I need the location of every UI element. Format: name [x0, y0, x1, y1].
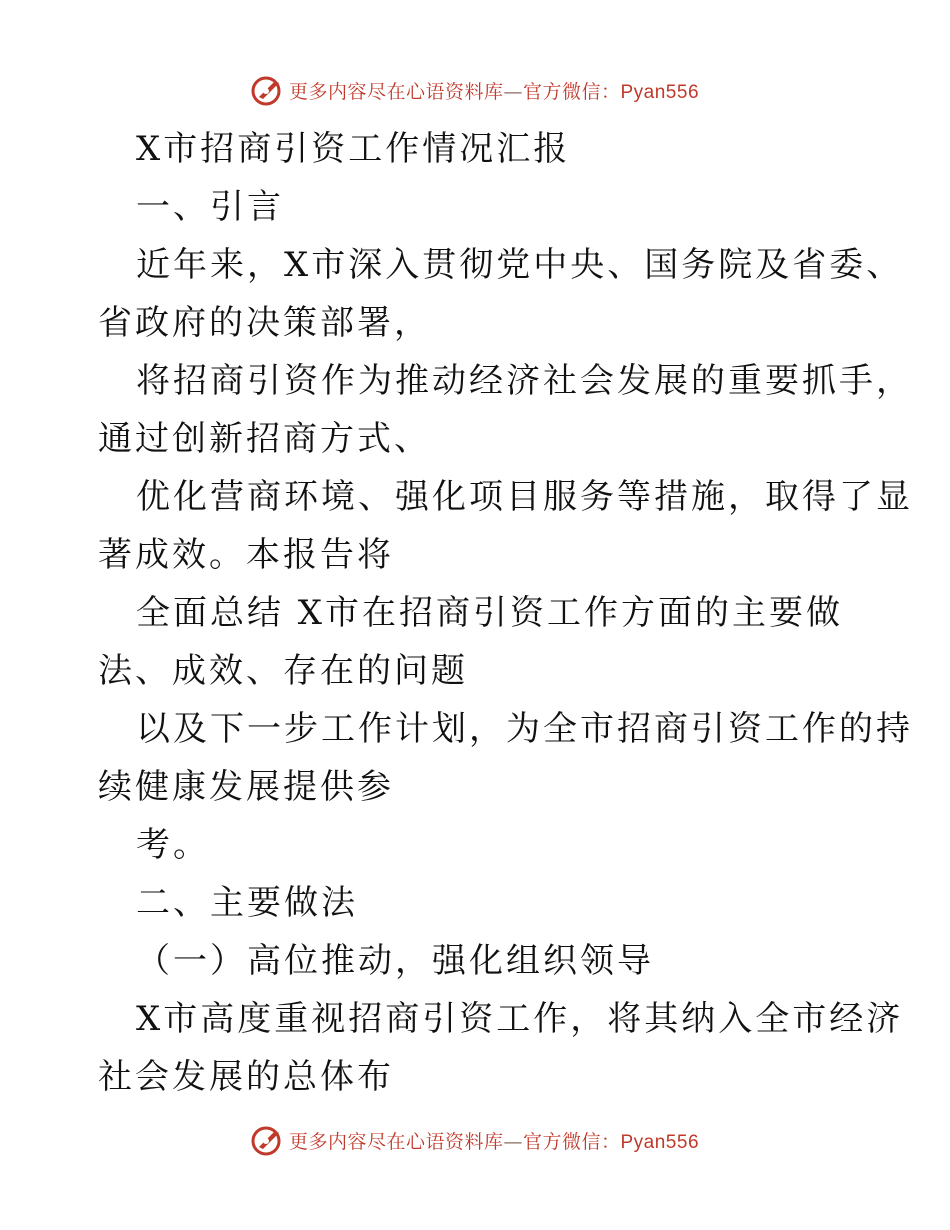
- paragraph-line: 近年来，X市深入贯彻党中央、国务院及省委、: [136, 245, 904, 285]
- watermark-banner-top: [0, 70, 950, 110]
- watermark-banner-bottom: [0, 1120, 950, 1160]
- section-heading: 一、引言: [136, 187, 284, 227]
- document-body: [98, 120, 913, 1106]
- pen-logo-icon: [251, 1123, 285, 1157]
- paragraph-line: 省政府的决策部署，: [98, 303, 431, 343]
- subsection-heading: （一）高位推动，强化组织领导: [136, 941, 654, 981]
- paragraph-line: 以及下一步工作计划，为全市招商引资工作的持: [136, 709, 913, 749]
- paragraph-line: 优化营商环境、强化项目服务等措施，取得了显: [136, 477, 913, 517]
- pen-logo-icon: [251, 73, 285, 107]
- paragraph-line: 通过创新招商方式、: [98, 419, 431, 459]
- paragraph-line: 法、成效、存在的问题: [98, 651, 468, 691]
- paragraph-line: 考。: [136, 825, 210, 865]
- paragraph-line: 全面总结 X市在招商引资工作方面的主要做: [136, 593, 844, 633]
- watermark-text: 更多内容尽在心语资料库—官方微信：Pyan556: [288, 80, 700, 103]
- document-title: X市招商引资工作情况汇报: [136, 129, 571, 169]
- paragraph-line: 续健康发展提供参: [98, 767, 394, 807]
- section-heading: 二、主要做法: [136, 883, 358, 923]
- watermark-text: 更多内容尽在心语资料库—官方微信：Pyan556: [288, 1130, 700, 1153]
- paragraph-line: X市高度重视招商引资工作，将其纳入全市经济: [136, 999, 904, 1039]
- paragraph-line: 社会发展的总体布: [98, 1057, 394, 1097]
- paragraph-line: 著成效。本报告将: [98, 535, 394, 575]
- paragraph-line: 将招商引资作为推动经济社会发展的重要抓手，: [136, 361, 913, 401]
